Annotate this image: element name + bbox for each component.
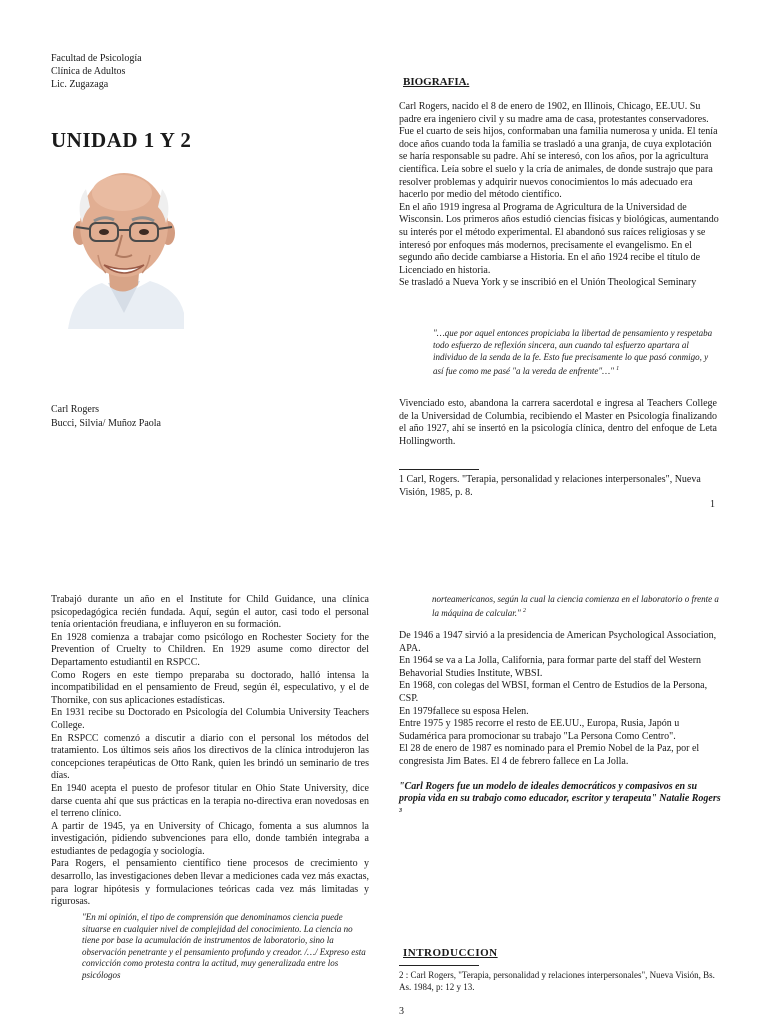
biography-paragraph: En el año 1919 ingresa al Programa de Agricultura de la Universidad de Wisconsin. Los primeros años estudió ciencias físicas y biológicas, aumentando su interés por el método experimental. El abandonó sus raíces religiosas y se interesó por enfoques más modernos, precisamente el evangelismo. En el segundo año decide cambiarse a Historia. En el año 1924 recibe el título de Licenciado en historia. <box>399 201 719 276</box>
footnote-1: 1 Carl, Rogers. "Terapia, personalidad y relaciones interpersonales", Nueva Visión, 1985, p. 8. <box>399 474 701 498</box>
science-quote: "En mi opinión, el tipo de comprensión que denominamos ciencia puede situarse en cualquier nivel de complejidad del conocimiento. La ciencia no tiene por base la acumulación de instrumentos de laboratorio, sino la observación penetrante y el pensamiento profundo y creador. /…/ Expreso esta convicción como protesta contra la actitud, muy generalizada entre los psicólogos <box>82 912 366 980</box>
biography-quote <box>433 327 715 377</box>
page2-paragraph: En 1940 acepta el puesto de profesor titular en Ohio State University, dice darse cuenta ahí que sus prácticas en la terapia no-directiva eran novedosas en el terreno clínico. <box>51 782 369 820</box>
page2-paragraph: En 1964 se va a La Jolla, California, para formar parte del staff del Western Behavorial Studies Institute, WBSI. <box>399 655 702 679</box>
natalie-rogers-quote <box>399 781 721 820</box>
page2-paragraph: A partir de 1945, ya en University of Chicago, fomenta a sus alumnos la investigación, pidiendo subvenciones para ello, donde también integraba a estudiantes de pedagogía y sociología. <box>51 820 369 857</box>
page2-paragraph: Para Rogers, el pensamiento científico tiene procesos de crecimiento y desarrollo, las investigaciones deben llevar a mediciones cada vez más exactas, para lograr hipótesis y formulaciones teóricas cada vez más limitadas y rigurosas. <box>51 858 369 908</box>
quote-text: norteamericanos, según la cual la ciencia comienza en el laboratorio o frente a la máquina de calcular." <box>432 594 719 618</box>
photo-caption <box>51 403 161 431</box>
biography-heading: BIOGRAFIA. <box>403 76 470 88</box>
page-number: 1 <box>710 499 715 510</box>
footnote-ref: 3 <box>399 808 402 814</box>
portrait-photo <box>64 163 184 329</box>
page2-paragraph: Como Rogers en este tiempo preparaba su doctorado, halló intensa la incompatibilidad en el pensamiento de Freud, según él, especulativo, y el de Thornike, con sus aplicaciones estadísticas. <box>51 669 369 706</box>
page2-paragraph: Entre 1975 y 1985 recorre el resto de EE.UU., Europa, Rusia, Japón u Sudamérica para promocionar su trabajo "La Persona Como Centro". <box>399 718 680 742</box>
footnote-2: 2 : Carl Rogers, "Terapia, personalidad y relaciones interpersonales", Nueva Visión, Bs. As. 1984, p: 12 y 13. <box>399 970 715 992</box>
caption-authors: Bucci, Silvia/ Muñoz Paola <box>51 418 161 429</box>
page2-paragraph: Trabajó durante un año en el Institute for Child Guidance, una clínica psicopedagógica recién fundada. Aquí, según el autor, casi todo el personal tenía orientación freudiana, e influyeron en su formación. <box>51 594 369 631</box>
page-number: 3 <box>399 1006 404 1017</box>
biography-after-quote: Vivenciado esto, abandona la carrera sacerdotal e ingresa al Teachers College de la Universidad de Columbia, recibiendo el Master en Psicología finalizando el año 1927, ahí se insertó en la psicología clínica, dentro del enfoque de Leta Hollingworth. <box>399 398 717 447</box>
biography-paragraph: Se trasladó a Nueva York y se inscribió en el Unión Theological Seminary <box>399 277 697 289</box>
header-line-instructor: Lic. Zugazaga <box>51 79 109 90</box>
page2-paragraph: De 1946 a 1947 sirvió a la presidencia de American Psychological Association, APA. <box>399 630 717 654</box>
footnote-divider <box>399 965 479 966</box>
caption-name: Carl Rogers <box>51 404 100 415</box>
page2-paragraph: En RSPCC comenzó a discutir a diario con el personal los métodos del tratamiento. Los últimos seis años los directivos de la clínica introdujeron las concepciones terapéuticas de Otto Rank, quien les brindó un seminario de tres días. <box>51 732 369 782</box>
biography-paragraph: Carl Rogers, nacido el 8 de enero de 1902, en Illinois, Chicago, EE.UU. Su padre era ingeniero civil y su madre ama de casa, protestantes conservadores. Fue el cuarto de seis hijos, conformaban una familia numerosa y unida. El tenía doce años cuando toda la familia se trasladó a una granja, de cuya explotación se haría responsable su padre. Ahí se interesó, con los años, por la agricultura científica. Leía sobre el suelo y la cría de animales, de donde sustrajo que para resolver problemas y adquirir nuevos conocimientos lo más adecuado era hacerlo por medio del método científico. <box>399 101 718 201</box>
biography-text <box>399 101 719 290</box>
document-title: UNIDAD 1 Y 2 <box>51 128 192 152</box>
footnote-ref: 2 <box>523 607 527 614</box>
introduction-heading: INTRODUCCION <box>403 947 498 959</box>
page2-paragraph: En 1931 recibe su Doctorado en Psicología del Columbia University Teachers College. <box>51 707 369 731</box>
footnote-divider <box>399 469 479 470</box>
page2-paragraph: En 1968, con colegas del WBSI, forman el Centro de Estudios de la Persona, CSP. <box>399 680 708 704</box>
page2-right-text <box>399 630 717 769</box>
page2-left-text <box>51 594 369 909</box>
page2-paragraph: En 1979fallece su esposa Helen. <box>399 705 529 717</box>
page2-paragraph: En 1928 comienza a trabajar como psicólogo en Rochester Society for the Prevention of Cruelty to Children. En 1929 asume como director del Departamento estudiantil en RSPCC. <box>51 631 369 668</box>
quote-text: "Carl Rogers fue un modelo de ideales democráticos y compasivos en su propia vida en su trabajo como educador, escritor y terapeuta" Natalie Rogers <box>399 781 721 804</box>
header-line-clinic: Clínica de Adultos <box>51 66 126 77</box>
science-quote-continued <box>432 594 722 619</box>
footnote-ref: 1 <box>616 366 620 372</box>
page2-paragraph: El 28 de enero de 1987 es nominado para el Premio Nobel de la Paz, por el congresista Jim Bates. El 4 de febrero fallece en La Jolla. <box>399 743 700 767</box>
document-header <box>51 52 142 91</box>
header-line-faculty: Facultad de Psicología <box>51 53 142 64</box>
quote-text: "…que por aquel entonces propiciaba la libertad de pensamiento y respetaba todo esfuerzo de reflexión sincera, aun cuando tal esfuerzo apartara al individuo de la senda de la fe. Esto fue precisamente lo que pasó conmigo, y así fue como me pasé "a la vereda de enfrente"…" <box>433 328 713 376</box>
